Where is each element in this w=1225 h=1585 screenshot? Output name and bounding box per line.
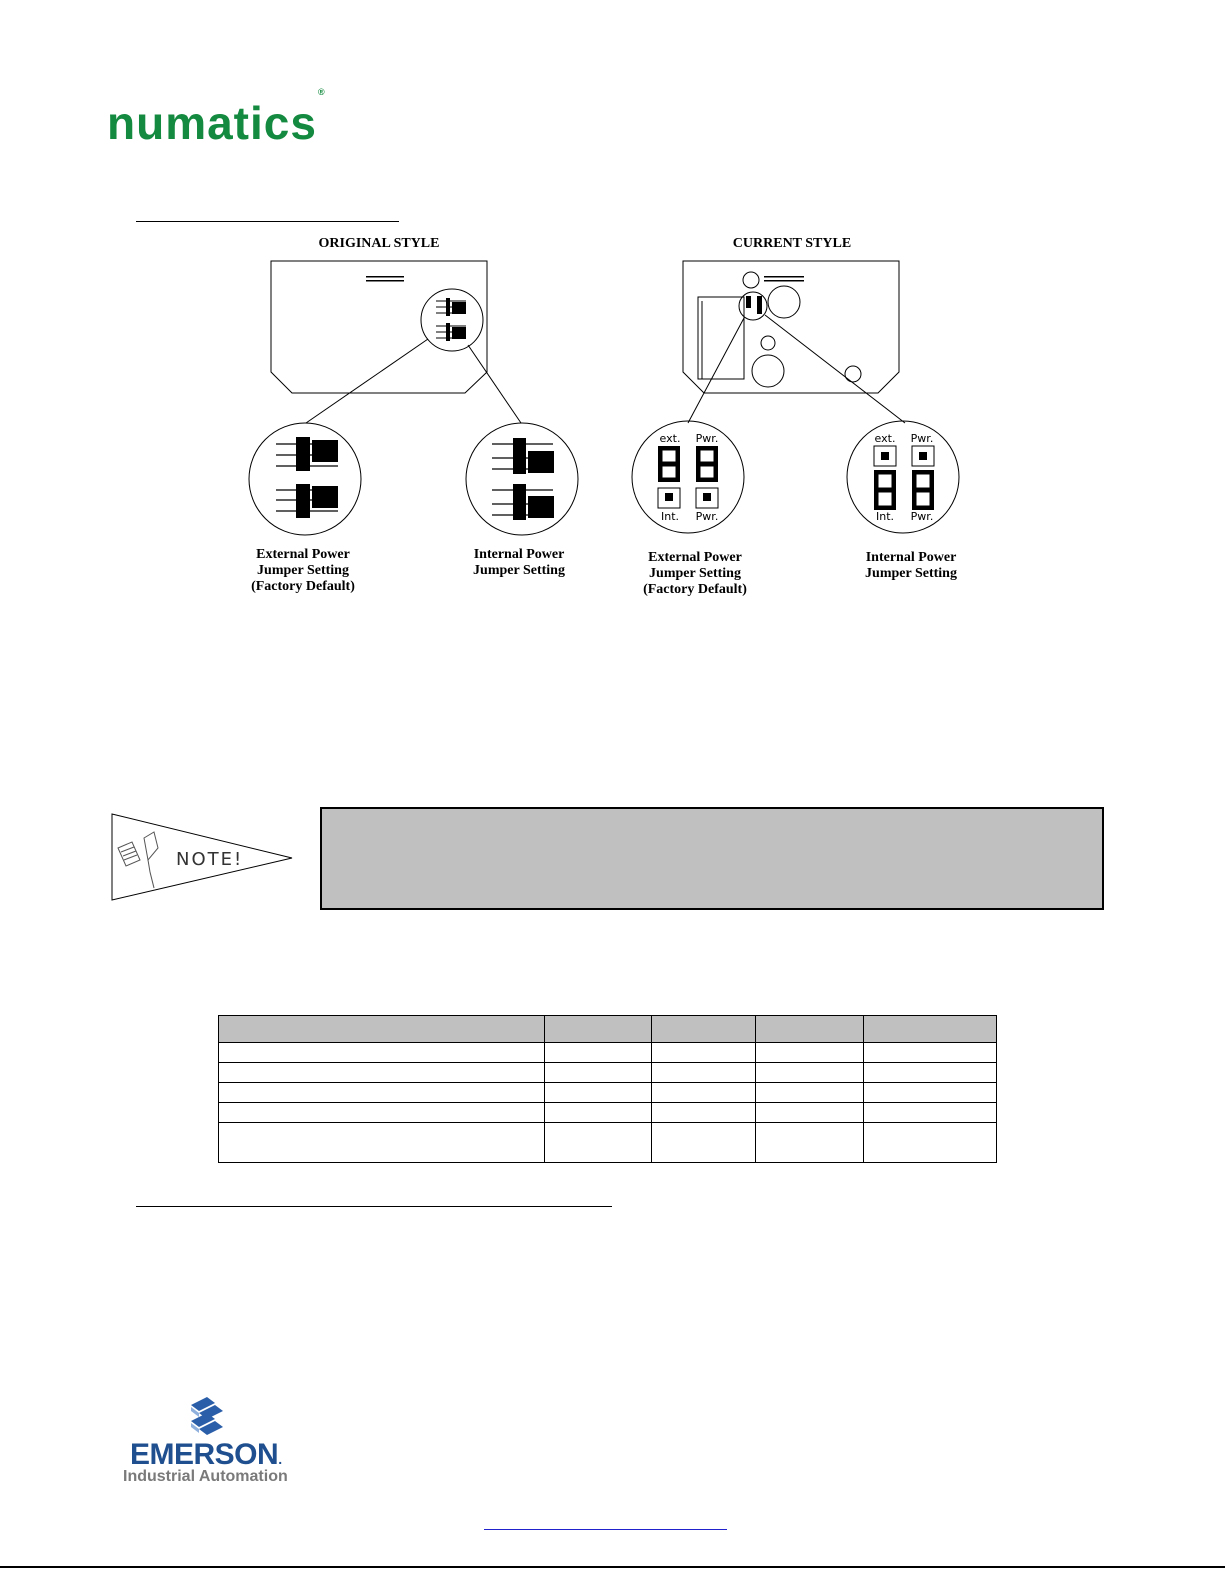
- original-external-jumper-detail: [249, 423, 361, 535]
- specification-table: [218, 1015, 997, 1163]
- table-cell: [652, 1083, 756, 1103]
- table-cell: [219, 1043, 545, 1063]
- table-cell: [756, 1103, 864, 1123]
- current-board: [683, 261, 905, 423]
- table-row: [219, 1123, 997, 1163]
- section-heading-rule: [136, 1206, 612, 1207]
- emerson-subtitle: Industrial Automation: [123, 1468, 288, 1485]
- current-internal-caption: Internal Power Jumper Setting: [865, 550, 957, 581]
- original-style-label: ORIGINAL STYLE: [318, 236, 440, 251]
- table-cell: [219, 1083, 545, 1103]
- original-internal-caption: Internal Power Jumper Setting: [473, 547, 565, 578]
- note-box: [320, 807, 1104, 910]
- registered-mark: ®: [317, 86, 326, 97]
- table-cell: [652, 1123, 756, 1163]
- current-external-jumper-detail: [632, 421, 744, 533]
- table-cell: [756, 1123, 864, 1163]
- jumper-diagram: [0, 0, 1225, 620]
- ext-label: ext.: [874, 432, 896, 445]
- table-cell: [864, 1083, 997, 1103]
- pwr-label-top: Pwr.: [695, 432, 719, 445]
- ext-label: ext.: [659, 432, 681, 445]
- pwr-label-bottom: Pwr.: [695, 510, 719, 523]
- original-board-jumper-detail: [446, 298, 466, 341]
- table-header-row: [219, 1016, 997, 1043]
- table-header-cell: [756, 1016, 864, 1043]
- pwr-label-bottom: Pwr.: [910, 510, 934, 523]
- emerson-logo-text: [130, 1438, 282, 1472]
- table-cell: [864, 1063, 997, 1083]
- table-cell: [756, 1043, 864, 1063]
- table-cell: [545, 1043, 652, 1063]
- table-cell: [652, 1103, 756, 1123]
- emerson-brand: EMERSON: [130, 1438, 279, 1471]
- connector-pins-original: [366, 276, 404, 282]
- table-cell: [219, 1103, 545, 1123]
- table-cell: [652, 1063, 756, 1083]
- table-row: [219, 1063, 997, 1083]
- brand-name: numatics: [107, 97, 317, 149]
- current-internal-jumper-detail: [847, 421, 959, 533]
- note-pennant: [110, 812, 296, 904]
- footer-link[interactable]: [484, 1529, 727, 1530]
- table-cell: [545, 1103, 652, 1123]
- table-header-cell: [219, 1016, 545, 1043]
- pwr-label-top: Pwr.: [910, 432, 934, 445]
- original-internal-jumper-detail: [466, 423, 578, 535]
- table-cell: [545, 1063, 652, 1083]
- current-external-caption: External Power Jumper Setting (Factory Default): [643, 550, 747, 597]
- original-board: [271, 261, 521, 423]
- footer-divider: [0, 1566, 1225, 1568]
- note-label: NOTE!: [176, 849, 244, 870]
- table-cell: [219, 1063, 545, 1083]
- table-cell: [864, 1103, 997, 1123]
- current-style-label: CURRENT STYLE: [732, 236, 852, 251]
- table-header-cell: [545, 1016, 652, 1043]
- table-row: [219, 1103, 997, 1123]
- table-header-cell: [652, 1016, 756, 1043]
- emerson-trademark: .: [278, 1451, 282, 1467]
- original-external-caption: External Power Jumper Setting (Factory Default): [251, 547, 355, 594]
- table-cell: [652, 1043, 756, 1063]
- table-cell: [545, 1123, 652, 1163]
- table-cell: [864, 1123, 997, 1163]
- int-label: Int.: [660, 510, 680, 523]
- table-header-cell: [864, 1016, 997, 1043]
- table-cell: [864, 1043, 997, 1063]
- table-row: [219, 1083, 997, 1103]
- table-cell: [545, 1083, 652, 1103]
- int-label: Int.: [875, 510, 895, 523]
- connector-pins-current: [764, 276, 804, 282]
- table-cell: [219, 1123, 545, 1163]
- emerson-logo-mark: [185, 1397, 229, 1439]
- table-row: [219, 1043, 997, 1063]
- table-cell: [756, 1083, 864, 1103]
- table-cell: [756, 1063, 864, 1083]
